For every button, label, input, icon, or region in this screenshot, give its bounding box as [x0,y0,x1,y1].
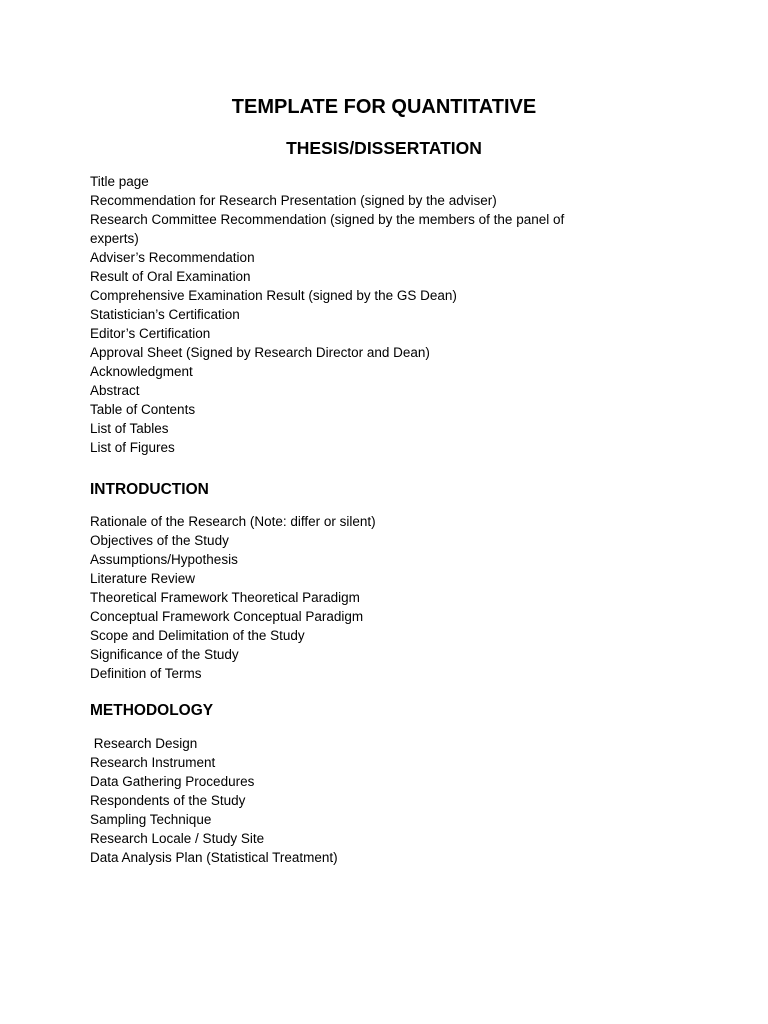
list-item: Table of Contents [90,402,196,417]
list-item: Scope and Delimitation of the Study [90,628,305,643]
list-item: Assumptions/Hypothesis [90,552,238,567]
list-item: Statistician’s Certification [90,307,240,322]
list-item: Research Committee Recommendation (signed by the members of the panel of experts) [90,212,568,246]
list-item: Title page [90,174,149,189]
document-subtitle: THESIS/DISSERTATION [286,138,482,158]
list-item: Abstract [90,383,140,398]
list-item: Adviser’s Recommendation [90,250,255,265]
list-item: List of Tables [90,421,169,436]
list-item: Research Locale / Study Site [90,831,265,846]
methodology-list [90,734,590,867]
list-item: Respondents of the Study [90,793,246,808]
list-item: Significance of the Study [90,647,239,662]
list-item: Objectives of the Study [90,533,229,548]
list-item: Recommendation for Research Presentation (signed by the adviser) [90,193,497,208]
list-item: Rationale of the Research (Note: differ or silent) [90,514,376,529]
list-item: Conceptual Framework Conceptual Paradigm [90,609,364,624]
list-item: Data Analysis Plan (Statistical Treatment) [90,850,338,865]
list-item: Theoretical Framework Theoretical Paradigm [90,590,360,605]
list-item: Literature Review [90,571,196,586]
list-item: Approval Sheet (Signed by Research Director and Dean) [90,345,430,360]
list-item: Result of Oral Examination [90,269,251,284]
list-item: Editor’s Certification [90,326,211,341]
list-item: Data Gathering Procedures [90,774,255,789]
list-item: Research Instrument [90,755,216,770]
list-item: Research Design [90,736,198,751]
list-item: Definition of Terms [90,666,202,681]
introduction-heading: INTRODUCTION [90,481,209,498]
list-item: Sampling Technique [90,812,212,827]
list-item: List of Figures [90,440,175,455]
introduction-list [90,512,590,683]
list-item: Comprehensive Examination Result (signed by the GS Dean) [90,288,457,303]
methodology-heading: METHODOLOGY [90,702,214,719]
list-item: Acknowledgment [90,364,193,379]
document-title: TEMPLATE FOR QUANTITATIVE [231,96,537,118]
front-matter-list [90,172,590,457]
